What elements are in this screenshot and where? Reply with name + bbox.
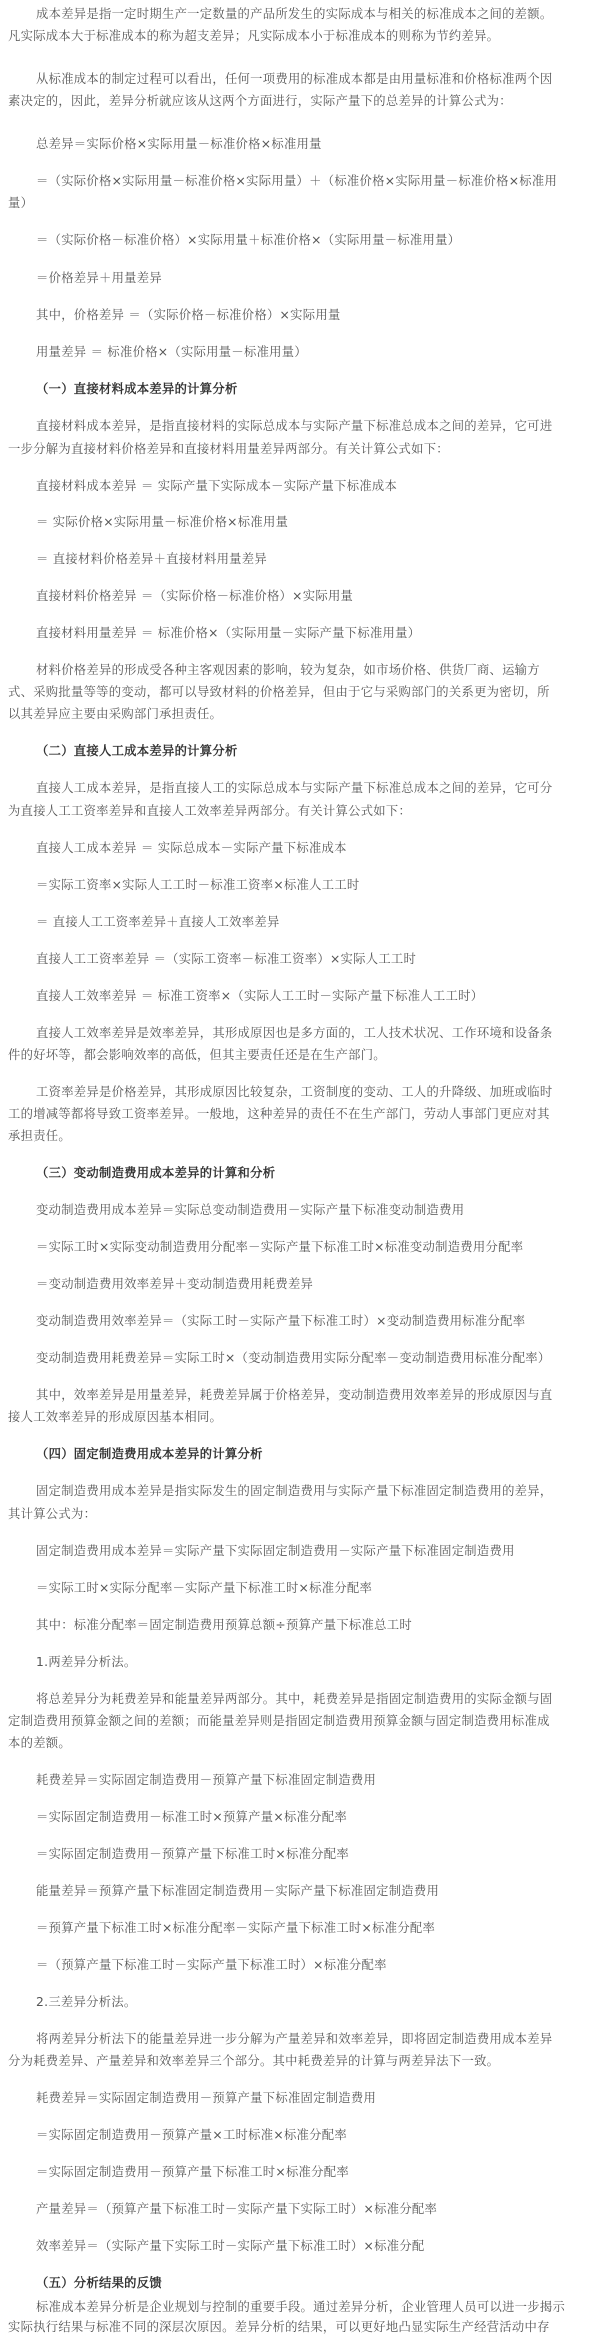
- text-line: ＝ 直接材料价格差异＋直接材料用量差异: [36, 552, 267, 566]
- text-line: 其中，价格差异 ＝（实际价格－标准价格）×实际用量: [36, 308, 341, 322]
- text-line: ＝实际固定制造费用－预算产量×工时标准×标准分配率: [36, 2128, 347, 2142]
- text-line: 一步分解为直接材料价格差异和直接材料用量差异两部分。有关计算公式如下：: [8, 442, 449, 456]
- text-line: 量）: [8, 196, 34, 210]
- text-line: 用量差异 ＝ 标准价格×（实际用量－标准用量）: [36, 345, 307, 359]
- text-line: 总差异＝实际价格×实际用量－标准价格×标准用量: [36, 137, 322, 151]
- text-line: 耗费差异＝实际固定制造费用－预算产量下标准固定制造费用: [36, 2091, 377, 2105]
- text-line: 将两差异分析法下的能量差异进一步分解为产量差异和效率差异，即将固定制造费用成本差异: [36, 2032, 553, 2046]
- text-line: 标准成本差异分析是企业规划与控制的重要手段。通过差异分析，企业管理人员可以进一步揭示: [36, 2300, 566, 2314]
- text-line: 接人工效率差异的形成原因基本相同。: [8, 1410, 223, 1424]
- text-line: 其计算公式为：: [8, 1507, 97, 1521]
- text-line: 式、采购批量等等的变动，都可以导致材料的价格差异，但由于它与采购部门的关系更为密切，所: [8, 685, 550, 699]
- text-line: 直接材料用量差异 ＝ 标准价格×（实际用量－实际产量下标准用量）: [36, 626, 421, 640]
- text-line: 变动制造费用成本差异＝实际总变动制造费用－实际产量下标准变动制造费用: [36, 1203, 465, 1217]
- text-line: 以其差异应主要由采购部门承担责任。: [8, 707, 223, 721]
- text-line: 直接材料成本差异，是指直接材料的实际总成本与实际产量下标准总成本之间的差异，它可进: [36, 419, 553, 433]
- text-line: 直接人工成本差异 ＝ 实际总成本－实际产量下标准成本: [36, 841, 347, 855]
- text-line: ＝预算产量下标准工时×标准分配率－实际产量下标准工时×标准分配率: [36, 1921, 436, 1935]
- text-line: 效率差异＝（实际产量下实际工时－实际产量下标准工时）×标准分配: [36, 2239, 425, 2253]
- text-line: 能量差异＝预算产量下标准固定制造费用－实际产量下标准固定制造费用: [36, 1884, 440, 1898]
- text-line: ＝（实际价格－标准价格）×实际用量＋标准价格×（实际用量－标准用量）: [36, 233, 461, 247]
- section-heading: （二）直接人工成本差异的计算分析: [36, 744, 238, 758]
- text-line: ＝ 实际价格×实际用量－标准价格×标准用量: [36, 515, 289, 529]
- text-line: 耗费差异＝实际固定制造费用－预算产量下标准固定制造费用: [36, 1773, 377, 1787]
- section-heading: （一）直接材料成本差异的计算分析: [36, 382, 238, 396]
- text-line: 分为耗费差异、产量差异和效率差异三个部分。其中耗费差异的计算与两差异法下一致。: [8, 2054, 500, 2068]
- text-line: 直接人工效率差异是效率差异，其形成原因也是多方面的，工人技术状况、工作环境和设备条: [36, 1026, 553, 1040]
- text-line: 2.三差异分析法。: [36, 1995, 137, 2009]
- text-line: ＝实际工时×实际分配率－实际产量下标准工时×标准分配率: [36, 1581, 373, 1595]
- text-line: ＝实际固定制造费用－预算产量下标准工时×标准分配率: [36, 1847, 349, 1861]
- text-line: 直接材料成本差异 ＝ 实际产量下实际成本－实际产量下标准成本: [36, 479, 398, 493]
- text-line: ＝实际工资率×实际人工工时－标准工资率×标准人工工时: [36, 878, 360, 892]
- text-line: 固定制造费用成本差异是指实际发生的固定制造费用与实际产量下标准固定制造费用的差异，: [36, 1484, 553, 1498]
- section-heading: （四）固定制造费用成本差异的计算分析: [36, 1447, 263, 1461]
- text-line: 件的好坏等，都会影响效率的高低，但其主要责任还是在生产部门。: [8, 1048, 386, 1062]
- text-line: 实际执行结果与标准不同的深层次原因。差异分析的结果，可以更好地凸显实际生产经营活动中存: [8, 2320, 550, 2334]
- text-line: 工的增减等都将导致工资率差异。一般地，这种差异的责任不在生产部门，劳动人事部门更应对其: [8, 1107, 550, 1121]
- text-line: 从标准成本的制定过程可以看出，任何一项费用的标准成本都是由用量标准和价格标准两个因: [36, 72, 553, 86]
- text-line: ＝实际固定制造费用－预算产量下标准工时×标准分配率: [36, 2165, 349, 2179]
- text-line: 其中，效率差异是用量差异，耗费差异属于价格差异，变动制造费用效率差异的形成原因与直: [36, 1388, 553, 1402]
- text-line: 1.两差异分析法。: [36, 1655, 137, 1669]
- text-line: 承担责任。: [8, 1129, 71, 1143]
- text-line: ＝ 直接人工工资率差异＋直接人工效率差异: [36, 915, 280, 929]
- text-line: 工资率差异是价格差异，其形成原因比较复杂，工资制度的变动、工人的升降级、加班或临时: [36, 1085, 553, 1099]
- text-line: 直接材料价格差异 ＝（实际价格－标准价格）×实际用量: [36, 589, 354, 603]
- text-line: ＝价格差异＋用量差异: [36, 271, 162, 285]
- text-line: 为直接人工工资率差异和直接人工效率差异两部分。有关计算公式如下：: [8, 804, 412, 818]
- text-line: 本的差额。: [8, 1736, 71, 1750]
- text-line: 直接人工效率差异 ＝ 标准工资率×（实际人工工时－实际产量下标准人工工时）: [36, 989, 484, 1003]
- text-line: 变动制造费用耗费差异＝实际工时×（变动制造费用实际分配率－变动制造费用标准分配率）: [36, 1351, 551, 1365]
- text-line: 将总差异分为耗费差异和能量差异两部分。其中，耗费差异是指固定制造费用的实际金额与固: [36, 1692, 553, 1706]
- text-line: 材料价格差异的形成受各种主客观因素的影响，较为复杂，如市场价格、供货厂商、运输方: [36, 663, 540, 677]
- text-line: 成本差异是指一定时期生产一定数量的产品所发生的实际成本与相关的标准成本之间的差额。: [36, 7, 553, 21]
- text-line: 定制造费用预算金额之间的差额；而能量差异则是指固定制造费用预算金额与固定制造费用标准成: [8, 1714, 550, 1728]
- text-line: 直接人工成本差异，是指直接人工的实际总成本与实际产量下标准总成本之间的差异，它可分: [36, 781, 553, 795]
- text-line: 固定制造费用成本差异＝实际产量下实际固定制造费用－实际产量下标准固定制造费用: [36, 1544, 515, 1558]
- text-line: 其中：标准分配率＝固定制造费用预算总额÷预算产量下标准总工时: [36, 1618, 412, 1632]
- text-line: 凡实际成本大于标准成本的称为超支差异；凡实际成本小于标准成本的则称为节约差异。: [8, 29, 500, 43]
- section-heading: （三）变动制造费用成本差异的计算和分析: [36, 1166, 276, 1180]
- text-line: ＝（实际价格×实际用量－标准价格×实际用量）＋（标准价格×实际用量－标准价格×标准用: [36, 174, 558, 188]
- text-line: 产量差异＝（预算产量下标准工时－实际产量下实际工时）×标准分配率: [36, 2202, 438, 2216]
- text-line: ＝实际固定制造费用－标准工时×预算产量×标准分配率: [36, 1810, 347, 1824]
- text-line: ＝实际工时×实际变动制造费用分配率－实际产量下标准工时×标准变动制造费用分配率: [36, 1240, 524, 1254]
- text-line: 变动制造费用效率差异＝（实际工时－实际产量下标准工时）×变动制造费用标准分配率: [36, 1314, 526, 1328]
- text-line: 直接人工工资率差异 ＝（实际工资率－标准工资率）×实际人工工时: [36, 952, 417, 966]
- section-heading: （五）分析结果的反馈: [36, 2276, 162, 2290]
- text-line: 素决定的，因此，差异分析就应该从这两个方面进行，实际产量下的总差异的计算公式为：: [8, 94, 512, 108]
- text-line: ＝变动制造费用效率差异＋变动制造费用耗费差异: [36, 1277, 314, 1291]
- text-line: ＝（预算产量下标准工时－实际产量下标准工时）×标准分配率: [36, 1958, 387, 1972]
